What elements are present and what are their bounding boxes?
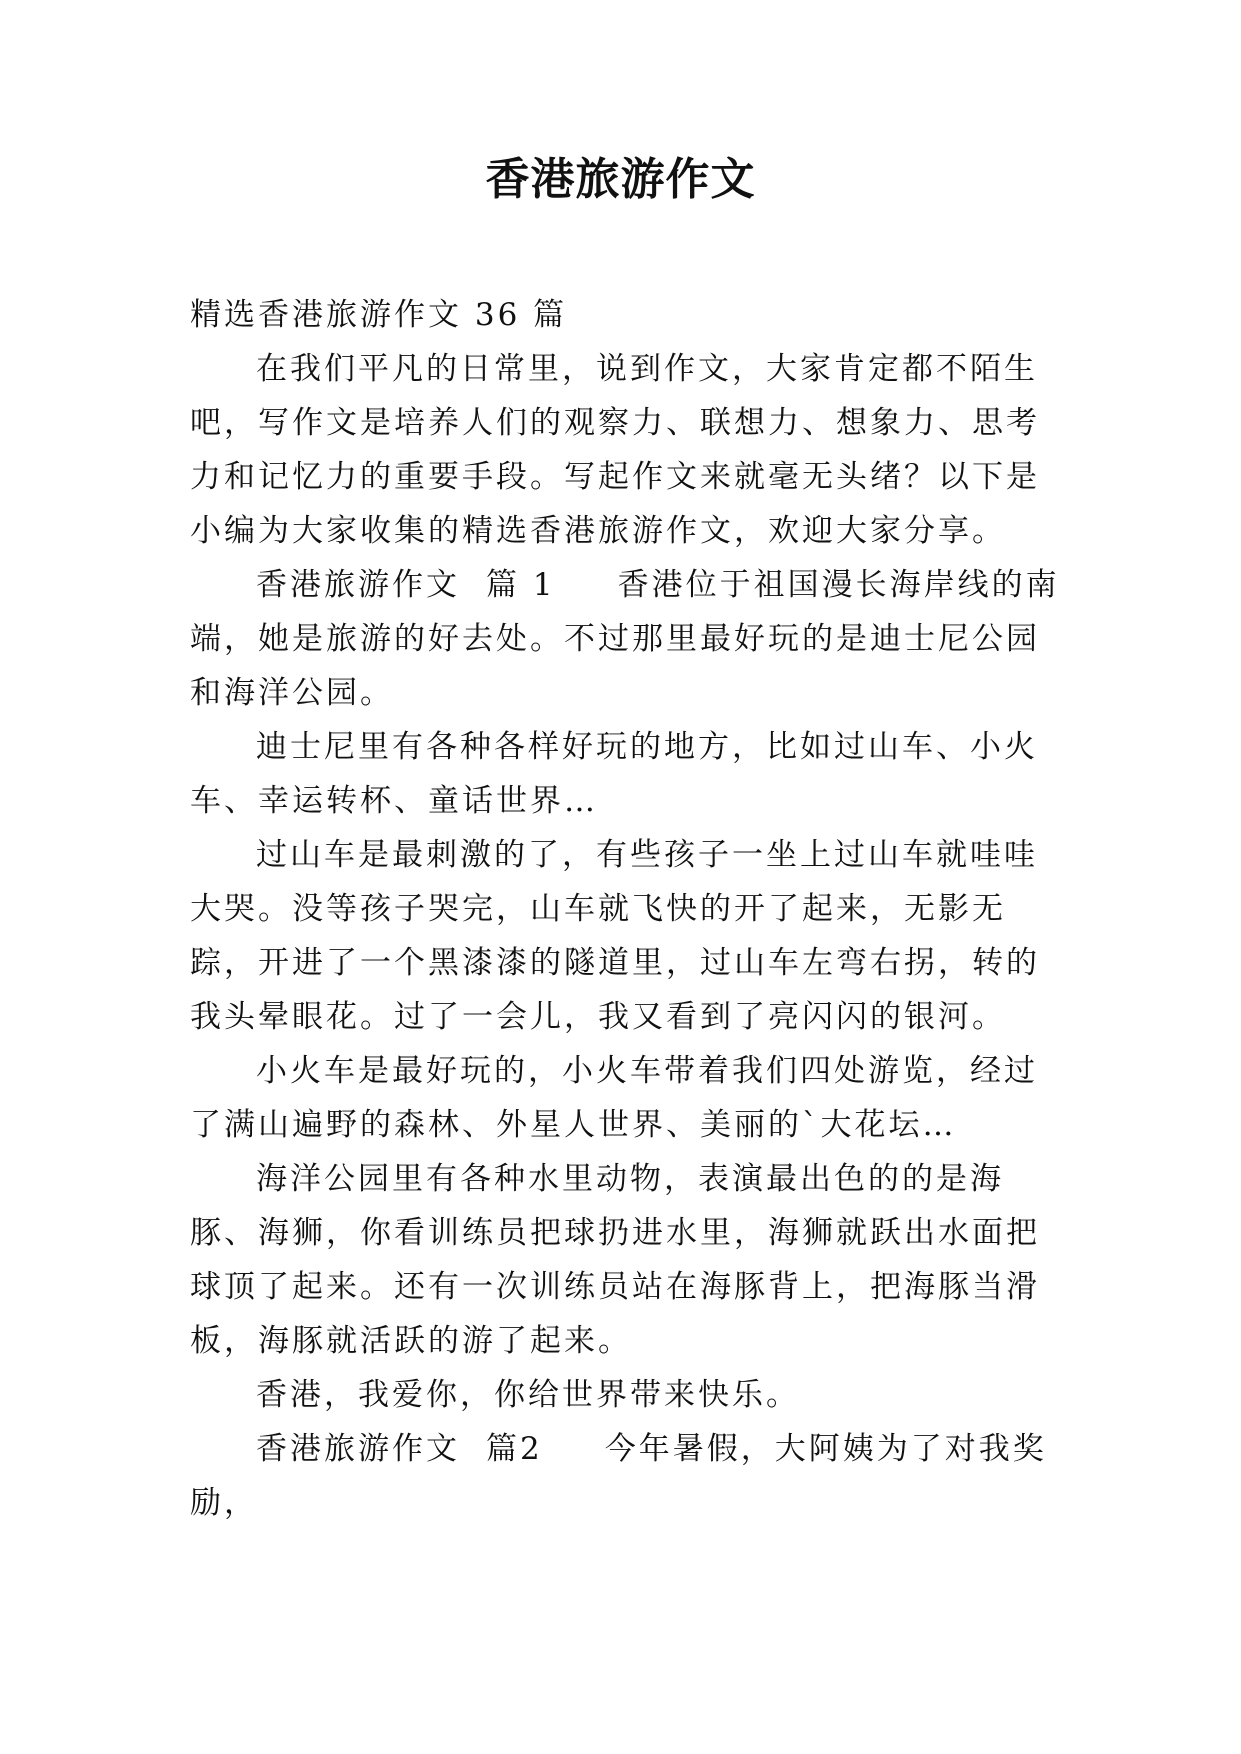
essay-2-opening-text: 今年暑假，大阿姨为了对我奖励， (190, 1431, 1047, 1521)
essay-1-paragraph: 小火车是最好玩的，小火车带着我们四处游览，经过了满山遍野的森林、外星人世界、美丽的`大花坛… (190, 1053, 1038, 1143)
essay-1-paragraph: 迪士尼里有各种各样好玩的地方，比如过山车、小火车、幸运转杯、童话世界… (190, 729, 1038, 819)
essay-1-paragraph: 香港，我爱你，你给世界带来快乐。 (256, 1377, 800, 1413)
essay-2-opening-paragraph (190, 1422, 1065, 1530)
document-body (190, 288, 1065, 1530)
essay-1-paragraph: 过山车是最刺激的了，有些孩子一坐上过山车就哇哇大哭。没等孩子哭完，山车就飞快的开了起来，无影无踪，开进了一个黑漆漆的隧道里，过山车左弯右拐，转的我头晕眼花。过了一会儿，我又看到了亮闪闪的银河。 (190, 837, 1040, 1035)
essay-2-number: 篇2 (486, 1431, 543, 1467)
essay-1-opening-paragraph (190, 558, 1065, 720)
essay-1-number: 篇 1 (486, 567, 556, 603)
intro-paragraph: 在我们平凡的日常里，说到作文，大家肯定都不陌生吧，写作文是培养人们的观察力、联想力、想象力、思考力和记忆力的重要手段。写起作文来就毫无头绪？以下是小编为大家收集的精选香港旅游作文，欢迎大家分享。 (190, 351, 1040, 549)
essay-1-paragraph: 海洋公园里有各种水里动物，表演最出色的的是海豚、海狮，你看训练员把球扔进水里，海狮就跃出水面把球顶了起来。还有一次训练员站在海豚背上，把海豚当滑板，海豚就活跃的游了起来。 (190, 1161, 1040, 1359)
essay-2-heading: 香港旅游作文 (256, 1431, 460, 1467)
document-title: 香港旅游作文 (485, 154, 756, 205)
essay-1-opening-text: 香港位于祖国漫长海岸线的南端，她是旅游的好去处。不过那里最好玩的是迪士尼公园和海洋公园。 (190, 567, 1060, 711)
document-subtitle: 精选香港旅游作文 36 篇 (190, 297, 568, 333)
essay-1-heading: 香港旅游作文 (256, 567, 460, 603)
